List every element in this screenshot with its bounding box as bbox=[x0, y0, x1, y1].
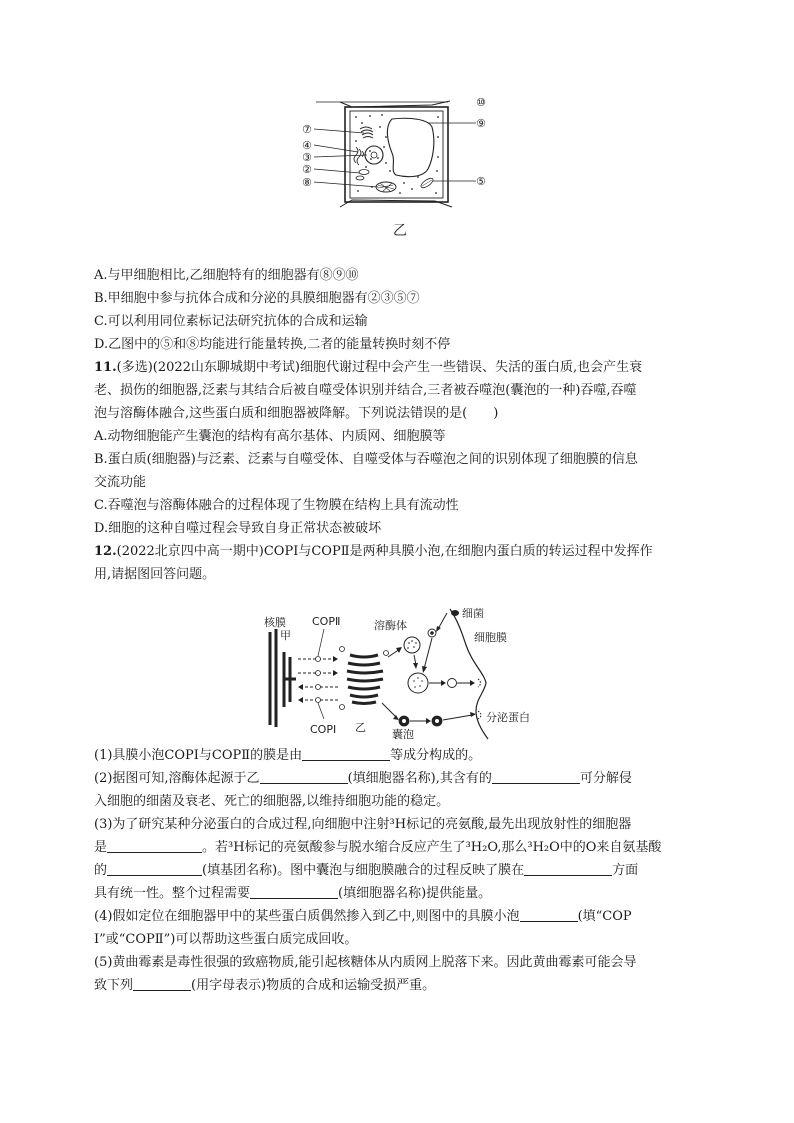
label-lysosome: 溶酶体 bbox=[374, 619, 407, 632]
q11-option-b-2: 交流功能 bbox=[94, 475, 147, 490]
q12-sub4-line2: Ⅰ”或“COPⅡ”)可以帮助这些蛋白质完成回收。 bbox=[94, 932, 358, 947]
q12-sub2 bbox=[94, 767, 702, 790]
answer-blank-1[interactable] bbox=[302, 746, 390, 761]
q12-sub3-line3 bbox=[94, 859, 702, 882]
q12-sub1-text-b: 等成分构成的。 bbox=[390, 748, 482, 763]
q12-sub4-text-b: (填“COP bbox=[577, 909, 632, 924]
label-secreted-protein: 分泌蛋白 bbox=[486, 711, 530, 724]
plant-cell-figure bbox=[300, 97, 500, 242]
label-7: ⑦ bbox=[302, 123, 312, 136]
q12-stem-1: (2022北京四中高一期中)COPⅠ与COPⅡ是两种具膜小泡,在细胞内蛋白质的转运过程中发挥作 bbox=[116, 544, 653, 559]
q12-sub3: (3)为了研究某种分泌蛋白的合成过程,向细胞中注射³H标记的亮氨酸,最先出现放射性的细胞器 bbox=[94, 817, 632, 832]
label-vesicle: 囊泡 bbox=[392, 728, 414, 741]
answer-blank-4[interactable] bbox=[520, 907, 578, 922]
option-c: C.可以利用同位素标记法研究抗体的合成和运输 bbox=[94, 314, 368, 329]
label-nuclear-membrane: 核膜 bbox=[264, 616, 286, 629]
q11-option-b-1: B.蛋白质(细胞器)与泛素、泛素与自噬受体、自噬受体与吞噬泡之间的识别体现了细胞膜的信息 bbox=[94, 452, 638, 467]
q12-sub5: (5)黄曲霉素是毒性很强的致癌物质,能引起核糖体从内质网上脱落下来。因此黄曲霉素可能会导 bbox=[94, 955, 637, 970]
label-cell-membrane: 细胞膜 bbox=[474, 631, 507, 644]
answer-blank-2a[interactable] bbox=[260, 769, 348, 784]
label-3: ③ bbox=[302, 151, 312, 164]
q12-sub3-text-g: 具有统一性。整个过程需要 bbox=[94, 886, 251, 901]
q11-option-a: A.动物细胞能产生囊泡的结构有高尔基体、内质网、细胞膜等 bbox=[94, 429, 446, 444]
answer-blank-3b[interactable] bbox=[107, 861, 202, 876]
answer-blank-2b[interactable] bbox=[492, 769, 580, 784]
label-2: ② bbox=[302, 163, 312, 176]
q11-line2: 老、损伤的细胞器,泛素与其结合后被自噬受体识别并结合,三者被吞噬泡(囊泡的一种)吞噬,吞噬 bbox=[94, 383, 637, 398]
label-8: ⑧ bbox=[302, 176, 312, 189]
label-copI: COPⅠ bbox=[310, 723, 337, 736]
option-b: B.甲细胞中参与抗体合成和分泌的具膜细胞器有②③⑤⑦ bbox=[94, 291, 420, 306]
q12-line1 bbox=[94, 540, 702, 563]
answer-blank-3a[interactable] bbox=[107, 838, 202, 853]
option-d: D.乙图中的⑤和⑧均能进行能量转换,二者的能量转换时刻不停 bbox=[94, 337, 451, 352]
q12-sub1-text-a: (1)具膜小泡COPⅠ与COPⅡ的膜是由 bbox=[94, 748, 303, 763]
q12-sub5-line2 bbox=[94, 974, 702, 997]
q11-line1 bbox=[94, 356, 702, 379]
q12-line2: 用,请据图回答问题。 bbox=[94, 567, 216, 582]
q12-sub3-text-c: 。若³H标记的亮氨酸参与脱水缩合反应产生了³H₂O,那么³H₂O中的O来自氨基酸 bbox=[202, 840, 662, 855]
option-a: A.与甲细胞相比,乙细胞特有的细胞器有⑧⑨⑩ bbox=[94, 268, 359, 283]
cop-vesicle-figure bbox=[262, 607, 562, 742]
label-bacteria: 细菌 bbox=[462, 607, 484, 620]
label-jia: 甲 bbox=[280, 629, 291, 642]
label-5: ⑤ bbox=[476, 175, 486, 188]
label-4: ④ bbox=[302, 139, 312, 152]
q11-option-d: D.细胞的这种自噬过程会导致自身正常状态被破坏 bbox=[94, 521, 382, 536]
q11-line3: 泡与溶酶体融合,这些蛋白质和细胞器被降解。下列说法错误的是( ) bbox=[94, 406, 499, 421]
label-yi: 乙 bbox=[355, 721, 366, 734]
answer-blank-3c[interactable] bbox=[524, 861, 612, 876]
q12-sub2-text-c: 可分解侵 bbox=[579, 771, 632, 786]
vacuole-shape bbox=[387, 118, 433, 176]
q12-sub3-text-h: (填细胞器名称)提供能量。 bbox=[338, 886, 492, 901]
label-10: ⑩ bbox=[476, 97, 486, 109]
q12-sub4-text-a: (4)假如定位在细胞器甲中的某些蛋白质偶然掺入到乙中,则图中的具膜小泡 bbox=[94, 909, 520, 924]
label-9: ⑨ bbox=[476, 117, 486, 130]
cell-membrane-shape bbox=[450, 609, 488, 739]
label-copII: COPⅡ bbox=[312, 615, 341, 628]
q12-sub4 bbox=[94, 905, 702, 928]
q12-sub5-text-b: 致下列 bbox=[94, 978, 134, 993]
q12-sub2-cont: 入细胞的细菌及衰老、死亡的细胞器,以维持细胞功能的稳定。 bbox=[94, 794, 450, 809]
q12-sub3-text-b: 是 bbox=[94, 840, 108, 855]
q12-sub3-line4 bbox=[94, 882, 702, 905]
q12-sub3-text-d: 的 bbox=[94, 863, 108, 878]
q11-option-c: C.吞噬泡与溶酶体融合的过程体现了生物膜在结构上具有流动性 bbox=[94, 498, 459, 513]
q12-sub5-text-c: (用字母表示)物质的合成和运输受损严重。 bbox=[191, 978, 436, 993]
q12-sub3-line2 bbox=[94, 836, 702, 859]
q12-subquestions bbox=[94, 744, 702, 997]
q12-sub3-text-f: 方面 bbox=[612, 863, 639, 878]
figure-caption: 乙 bbox=[393, 223, 407, 239]
q12-sub3-text-e: (填基团名称)。图中囊泡与细胞膜融合的过程反映了膜在 bbox=[202, 863, 525, 878]
q12-sub2-text-b: (填细胞器名称),其含有的 bbox=[347, 771, 492, 786]
q11-number: 11. bbox=[94, 360, 117, 375]
q11-stem-1: (多选)(2022山东聊城期中考试)细胞代谢过程中会产生一些错误、失活的蛋白质,也会产生衰 bbox=[116, 360, 643, 375]
q12-sub2-text-a: (2)据图可知,溶酶体起源于乙 bbox=[94, 771, 260, 786]
answer-blank-3d[interactable] bbox=[250, 884, 338, 899]
answer-blank-5[interactable] bbox=[133, 976, 191, 991]
q12-sub1 bbox=[94, 744, 702, 767]
q12-number: 12. bbox=[94, 544, 117, 559]
lysosome-shape bbox=[404, 637, 420, 653]
prev-question-options bbox=[94, 264, 702, 586]
